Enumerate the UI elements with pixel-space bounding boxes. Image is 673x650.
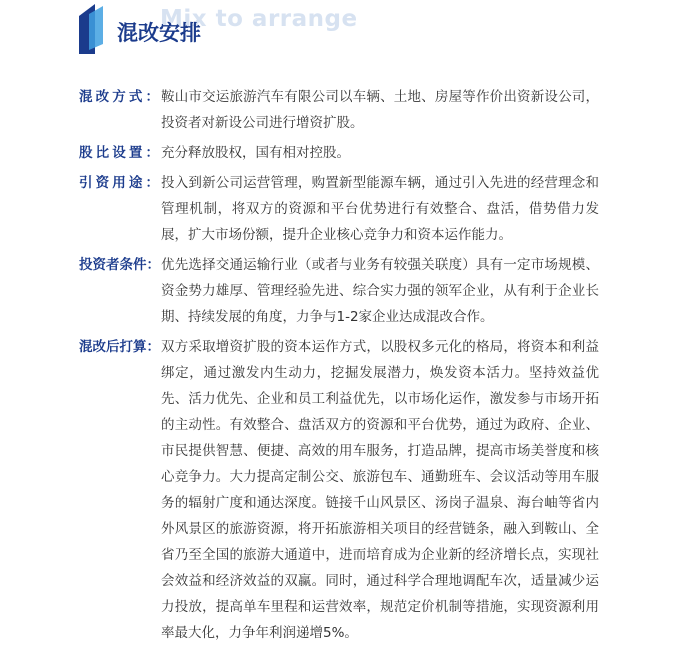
item-label: 股比设置：	[79, 145, 159, 161]
item-label: 混改方式：	[79, 89, 159, 105]
list-item-investor-conditions	[79, 252, 599, 330]
item-text: 充分释放股权，国有相对控股。	[161, 145, 350, 161]
item-label: 投资者条件：	[79, 257, 160, 273]
item-text: 鞍山市交运旅游汽车有限公司以车辆、土地、房屋等作价出资新设公司，投资者对新设公司进行增资扩股。	[161, 89, 599, 131]
item-label: 引资用途：	[79, 175, 159, 191]
list-item-capital-use	[79, 170, 599, 248]
header-watermark: Mix to arrange	[160, 6, 358, 32]
item-label: 混改后打算：	[79, 339, 160, 355]
list-item-post-reform-plan	[79, 334, 599, 646]
accent-bar-icon	[75, 4, 107, 54]
page-title: 混改安排	[117, 21, 201, 45]
section-header	[0, 0, 673, 70]
list-item-share-ratio	[79, 140, 599, 166]
item-text: 双方采取增资扩股的资本运作方式，以股权多元化的格局，将资本和利益绑定，通过激发内生动力，挖掘发展潜力，焕发资本活力。坚持效益优先、活力优先、企业和员工利益优先，以市场化运作，激发参与市场开拓的主动性。有效整合、盘活双方的资源和平台优势，通过为政府、企业、市民提供智慧、便捷、高效的用车服务，打造品牌，提高市场美誉度和核心竞争力。大力提高定制公交、旅游包车、通勤班车、会议活动等用车服务的辐射广度和通达深度。链接千山风景区、汤岗子温泉、海台岫等省内外风景区的旅游资源，将开拓旅游相关项目的经营链条，融入到鞍山、全省乃至全国的旅游大通道中，进而培育成为企业新的经济增长点，实现社会效益和经济效益的双赢。同时，通过科学合理地调配车次，适量减少运力投放，提高单车里程和运营效率，规范定价机制等措施，实现资源利用率最大化，力争年利润递增5%。	[161, 339, 599, 641]
item-text: 优先选择交通运输行业（或者与业务有较强关联度）具有一定市场规模、资金势力雄厚、管理经验先进、综合实力强的领军企业，从有利于企业长期、持续发展的角度，力争与1-2家企业达成混改合作。	[161, 257, 599, 325]
arrangement-list	[79, 84, 599, 650]
list-item-mix-method	[79, 84, 599, 136]
item-text: 投入到新公司运营管理，购置新型能源车辆，通过引入先进的经营理念和管理机制，将双方的资源和平台优势进行有效整合、盘活，借势借力发展，扩大市场份额，提升企业核心竞争力和资本运作能力。	[161, 175, 599, 243]
